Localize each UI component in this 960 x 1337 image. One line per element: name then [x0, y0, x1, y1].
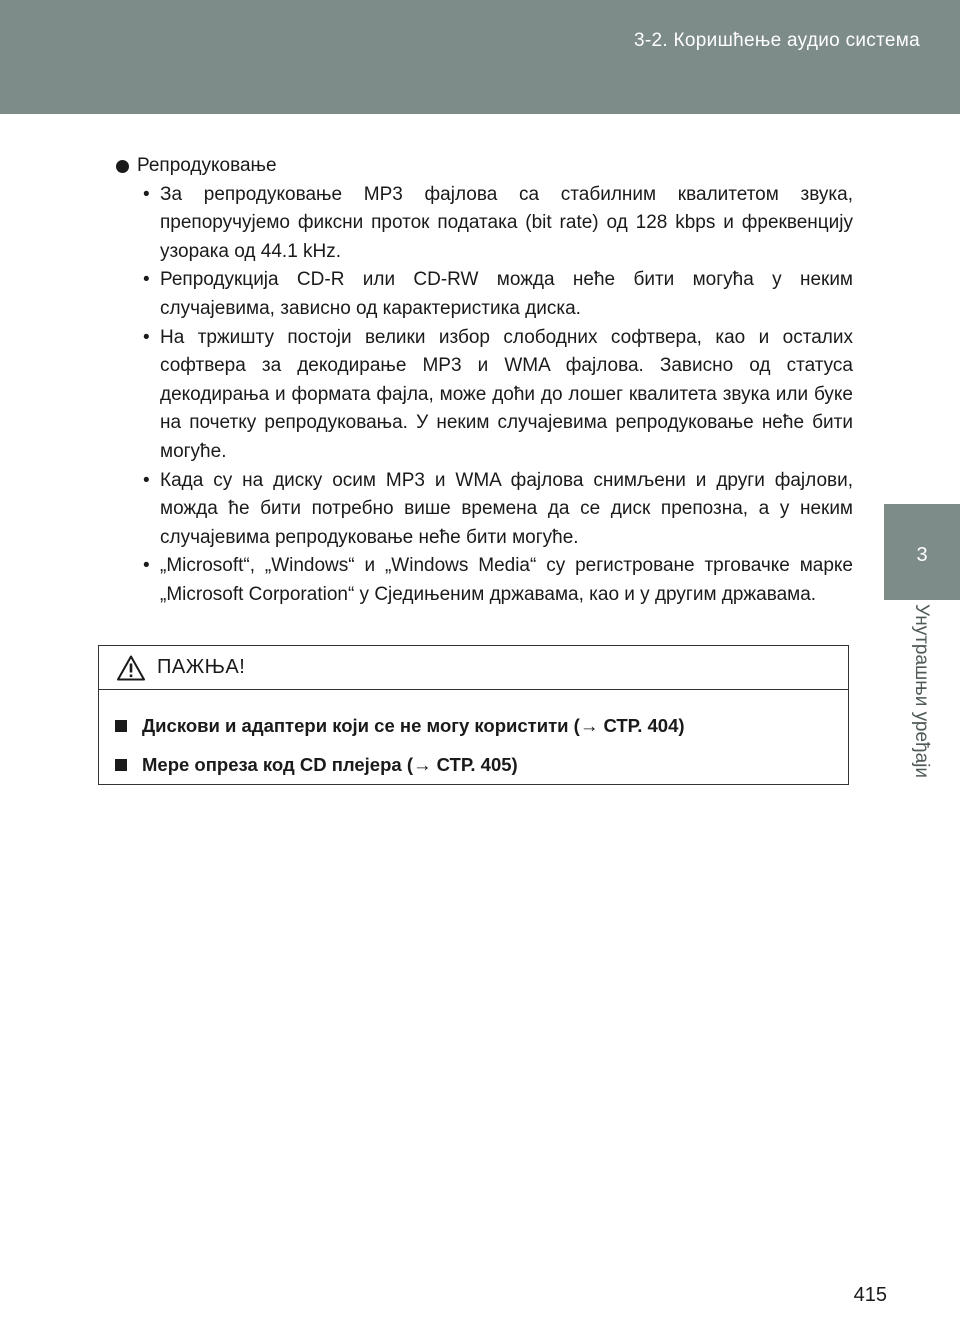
chapter-tab [884, 504, 960, 600]
bullet-dot: • [143, 183, 150, 205]
list-item [113, 181, 853, 267]
caution-header [99, 646, 848, 690]
bullet-dot: • [143, 269, 150, 291]
main-content [113, 152, 853, 610]
bullet-circle-icon [116, 160, 129, 173]
square-bullet-icon [115, 759, 127, 771]
list-item-text: Када су на диску осим MP3 и WMA фајлова снимљени и други фајлови, можда ће бити потребно више времена да се диск препозна, а у неким случајевима репродуковање неће бити могуће. [160, 469, 853, 548]
caution-item [115, 706, 848, 745]
list-item [113, 467, 853, 553]
list-item-text: За репродуковање MP3 фајлова са стабилним квалитетом звука, препоручујемо фиксни проток података (bit rate) од 128 kbps и фреквенцију узорака од 44.1 kHz. [160, 183, 853, 262]
list-item-text: Репродукција CD-R или CD-RW можда неће бити могућа у неким случајевима, зависно од карактеристика диска. [160, 269, 853, 319]
caution-item-text: Дискови и адаптери који се не могу користити (→ СТР. 404) [142, 714, 685, 736]
bullet-dot: • [143, 469, 150, 491]
caution-box [98, 645, 849, 785]
bullet-list [113, 181, 853, 610]
chapter-side-label-wrap [884, 604, 960, 779]
bullet-dot: • [143, 555, 150, 577]
page-header [0, 0, 960, 114]
caution-body [99, 690, 848, 784]
bullet-dot: • [143, 326, 150, 348]
caution-item [115, 745, 848, 784]
list-item [113, 324, 853, 467]
list-item [113, 266, 853, 323]
list-item-text: На тржишту постоји велики избор слободних софтвера, као и осталих софтвера за декодирање MP3 и WMA фајлова. Зависно од статуса декодирања и формата фајла, може доћи до лошег квалитета звука или буке на почетку репродуковања. У неким случајевима репродуковање неће бити могуће. [160, 326, 853, 462]
warning-triangle-icon [117, 655, 145, 681]
chapter-title: 3-2. Коришћење аудио система [634, 30, 920, 51]
list-item-text: „Microsoft“, „Windows“ и „Windows Media“ су регистроване трговачке марке „Microsoft Corporation“ у Сједињеним државама, као и у другим државама. [160, 555, 853, 605]
list-item [113, 552, 853, 609]
chapter-number: 3 [916, 544, 928, 566]
chapter-side-label: Унутрашњи уређаји [911, 604, 932, 779]
square-bullet-icon [115, 720, 127, 732]
page-number: 415 [853, 1284, 887, 1306]
caution-item-text: Мере опреза код CD плејера (→ СТР. 405) [142, 753, 518, 775]
caution-title: ПАЖЊА! [157, 656, 246, 678]
section-title: Репродуковање [137, 155, 277, 176]
section-heading [113, 152, 853, 181]
